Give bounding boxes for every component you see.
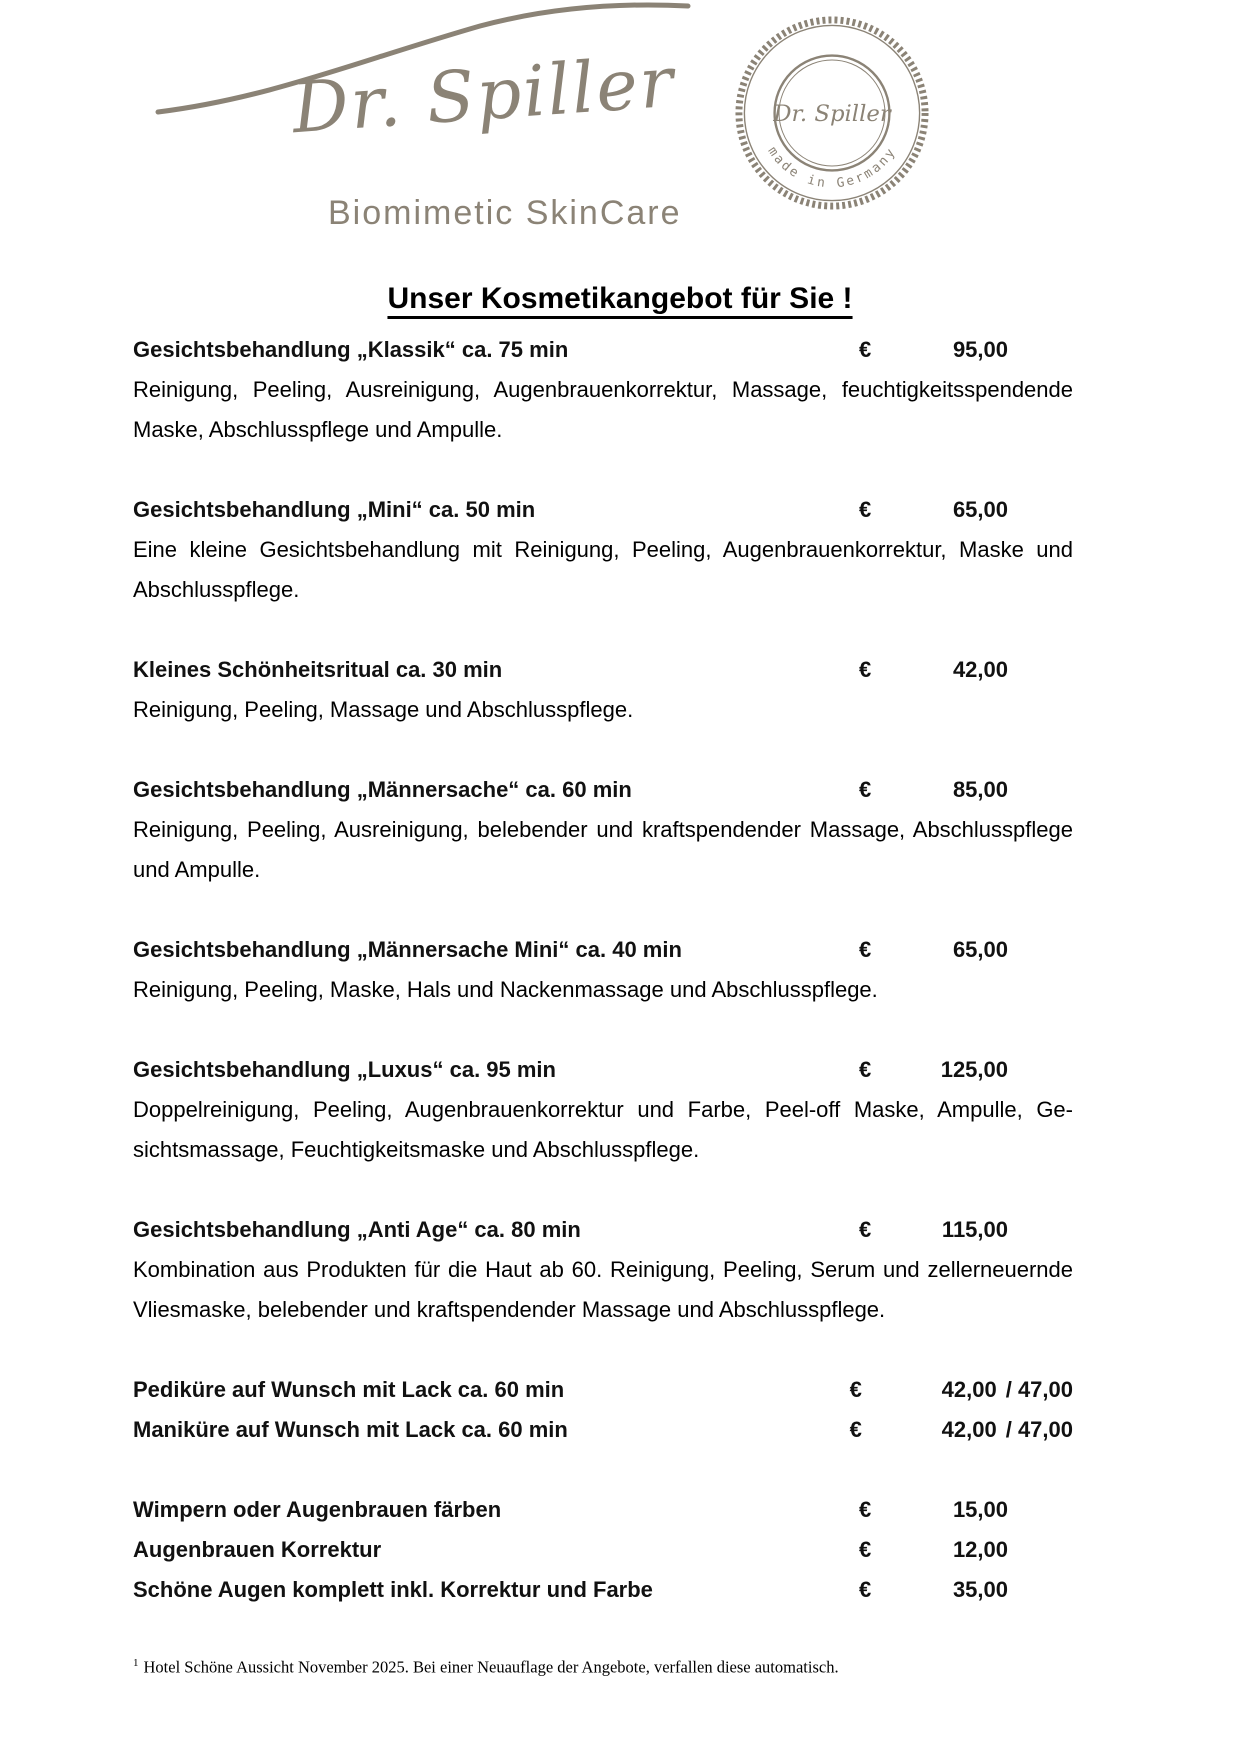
brand-logo-script: Dr. Spiller <box>289 40 678 150</box>
service-price: 115,00 <box>941 1217 1008 1242</box>
service-name: Schöne Augen komplett inkl. Korrektur und Farbe <box>133 1577 653 1602</box>
euro-symbol: € <box>859 657 872 682</box>
service-description: Doppelreinigung, Peeling, Augenbrauenkorrektur und Farbe, Peel-off Maske, Ampulle, Gesichtsmassage, Feuchtigkeitsmaske und Abschlusspflege. <box>133 1097 1073 1162</box>
price-row <box>133 770 1073 810</box>
service-name: Kleines Schönheitsritual ca. 30 min <box>133 657 503 682</box>
service-price-alt: / 47,00 <box>1005 1417 1073 1442</box>
svg-text:made in Germany <box>764 144 899 191</box>
euro-symbol: € <box>859 1057 872 1082</box>
service-block <box>133 1210 1073 1330</box>
service-name: Pediküre auf Wunsch mit Lack ca. 60 min <box>133 1377 565 1402</box>
service-price: 42,00 <box>952 657 1008 682</box>
service-description: Reinigung, Peeling, Massage und Abschlusspflege. <box>133 697 634 722</box>
service-name: Gesichtsbehandlung „Anti Age“ ca. 80 min <box>133 1217 581 1242</box>
euro-symbol: € <box>849 1377 862 1402</box>
service-description: Eine kleine Gesichtsbehandlung mit Reinigung, Peeling, Augenbrauenkorrektur, Maske und Abschlusspflege. <box>133 537 1073 602</box>
euro-symbol: € <box>859 777 872 802</box>
euro-symbol: € <box>859 1217 872 1242</box>
footnote-marker: 1 <box>133 1657 139 1669</box>
service-block <box>133 930 1073 1010</box>
euro-symbol: € <box>859 1577 872 1602</box>
service-price: 42,00 <box>941 1417 997 1442</box>
service-block <box>133 490 1073 610</box>
service-price: 35,00 <box>952 1577 1008 1602</box>
price-row <box>133 490 1073 530</box>
euro-symbol: € <box>859 937 872 962</box>
service-name: Gesichtsbehandlung „Klassik“ ca. 75 min <box>133 337 569 362</box>
price-row <box>133 930 1073 970</box>
euro-symbol: € <box>859 497 872 522</box>
service-name: Augenbrauen Korrektur <box>133 1537 382 1562</box>
service-description: Reinigung, Peeling, Ausreinigung, Augenbrauenkorrektur, Massage, feuchtigkeitsspendende Maske, Abschlusspflege und Ampulle. <box>133 377 1073 442</box>
euro-symbol: € <box>849 1417 862 1442</box>
service-price-alt: / 47,00 <box>1005 1377 1073 1402</box>
service-block <box>133 650 1073 730</box>
service-name: Wimpern oder Augenbrauen färben <box>133 1497 502 1522</box>
service-price: 12,00 <box>952 1537 1008 1562</box>
price-row <box>133 1490 1073 1530</box>
service-block <box>133 1050 1073 1170</box>
service-price: 65,00 <box>952 937 1008 962</box>
price-group <box>133 1370 1073 1450</box>
euro-symbol: € <box>859 1537 872 1562</box>
footnote-text: Hotel Schöne Aussicht November 2025. Bei einer Neuauflage der Angebote, verfallen diese automatisch. <box>143 1657 839 1677</box>
service-block <box>133 330 1073 450</box>
price-row <box>133 1210 1073 1250</box>
price-row <box>133 650 1073 690</box>
service-description: Kombination aus Produkten für die Haut ab 60. Reinigung, Peeling, Serum und zellerneuernde Vliesmaske, belebender und kraftspendender Massage und Abschlusspflege. <box>133 1257 1073 1322</box>
service-name: Gesichtsbehandlung „Männersache“ ca. 60 min <box>133 777 632 802</box>
quality-seal-stamp-icon <box>733 14 931 212</box>
service-name: Gesichtsbehandlung „Mini“ ca. 50 min <box>133 497 536 522</box>
service-name: Gesichtsbehandlung „Luxus“ ca. 95 min <box>133 1057 556 1082</box>
price-group <box>133 1490 1073 1610</box>
service-price: 85,00 <box>952 777 1008 802</box>
service-description: Reinigung, Peeling, Ausreinigung, belebender und kraftspendender Massage, Abschlusspflege und Ampulle. <box>133 817 1073 882</box>
service-description: Reinigung, Peeling, Maske, Hals und Nackenmassage und Abschlusspflege. <box>133 977 878 1002</box>
service-block <box>133 770 1073 890</box>
service-price: 125,00 <box>940 1057 1008 1082</box>
euro-symbol: € <box>859 1497 872 1522</box>
seal-bottom-text: made in Germany <box>764 144 900 192</box>
price-row <box>133 1530 1073 1570</box>
price-row <box>133 1050 1073 1090</box>
service-price: 42,00 <box>941 1377 997 1402</box>
service-name: Gesichtsbehandlung „Männersache Mini“ ca. 40 min <box>133 937 682 962</box>
price-row <box>133 1410 1073 1450</box>
euro-symbol: € <box>859 337 872 362</box>
footnote <box>133 1657 839 1678</box>
brand-logo-subtitle: Biomimetic SkinCare <box>328 194 682 232</box>
page-title: Unser Kosmetikangebot für Sie ! <box>387 282 853 315</box>
service-price: 15,00 <box>952 1497 1008 1522</box>
price-row <box>133 330 1073 370</box>
service-price: 95,00 <box>952 337 1008 362</box>
price-row <box>133 1370 1073 1410</box>
service-price: 65,00 <box>952 497 1008 522</box>
service-name: Maniküre auf Wunsch mit Lack ca. 60 min <box>133 1417 568 1442</box>
seal-center-script: Dr. Spiller <box>773 100 891 127</box>
price-row <box>133 1570 1073 1610</box>
service-price-list <box>133 330 1073 1650</box>
